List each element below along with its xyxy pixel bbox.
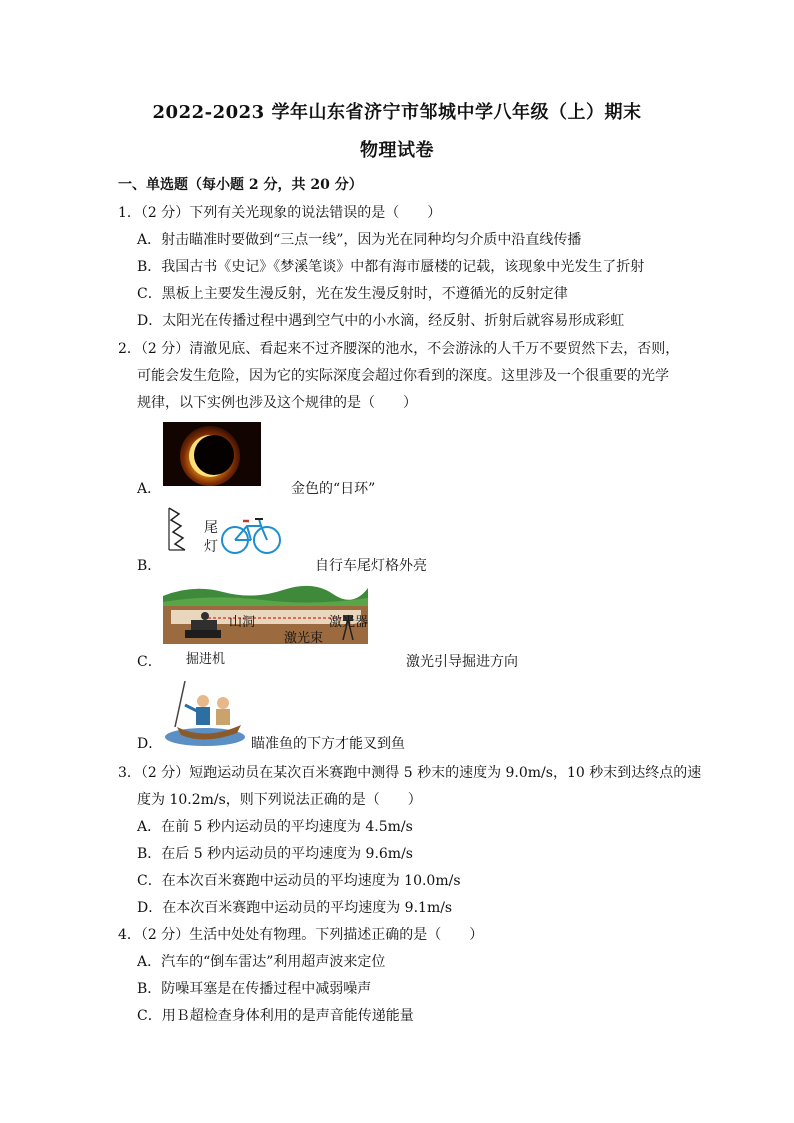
q2-option-d-caption: 瞄准鱼的下方才能叉到鱼 <box>251 736 405 752</box>
q3-option-d: D．在本次百米赛跑中运动员的平均速度为 9.1m/s <box>137 900 453 916</box>
q2-stem-line1: 2．（2 分）清澈见底、看起来不过齐腰深的池水，不会游泳的人千万不要贸然下去，否则， <box>118 341 680 357</box>
exam-title-line1: 2022-2023 学年山东省济宁市邹城中学八年级（上）期末 <box>152 102 642 123</box>
q4-option-a: A．汽车的“倒车雷达”利用超声波来定位 <box>137 954 386 970</box>
eclipse-image <box>163 422 261 486</box>
boring-machine-label: 掘进机 <box>186 652 226 667</box>
tunnel-label: 山洞 <box>229 615 256 630</box>
laser-label: 激光器 <box>329 615 369 630</box>
q1-option-c: C．黑板上主要发生漫反射，光在发生漫反射时，不遵循光的反射定律 <box>137 286 568 302</box>
q2-option-b-caption: 自行车尾灯格外亮 <box>315 558 427 574</box>
q3-option-c: C．在本次百米赛跑中运动员的平均速度为 10.0m/s <box>137 873 461 889</box>
q2-option-a-label: A． <box>137 481 162 497</box>
q2-option-c-label: C． <box>137 654 162 670</box>
q4-stem: 4．（2 分）生活中处处有物理。下列描述正确的是（ ） <box>118 927 484 943</box>
laser-beam-label: 激光束 <box>284 631 324 646</box>
q2-stem-line3: 规律，以下实例也涉及这个规律的是（ ） <box>137 395 417 411</box>
q2-option-b-label: B． <box>137 558 162 574</box>
q4-option-b: B．防噪耳塞是在传播过程中减弱噪声 <box>137 981 372 997</box>
q1-option-b: B．我国古书《史记》《梦溪笔谈》中都有海市蜃楼的记载，该现象中光发生了折射 <box>137 259 645 275</box>
q1-stem: 1．（2 分）下列有关光现象的说法错误的是（ ） <box>118 205 442 221</box>
q3-stem-line1: 3．（2 分）短跑运动员在某次百米赛跑中测得 5 秒末的速度为 9.0m/s，10 秒末到达终点的速 <box>118 765 702 781</box>
q4-option-c: C．用Ｂ超检查身体利用的是声音能传递能量 <box>137 1008 414 1024</box>
bicycle-taillight-image <box>163 506 283 556</box>
spear-fishing-illustration <box>163 679 248 747</box>
section-heading: 一、单选题（每小题 2 分，共 20 分） <box>118 177 363 193</box>
q3-stem-line2: 度为 10.2m/s，则下列说法正确的是（ ） <box>137 792 422 808</box>
eclipse-illustration <box>163 422 261 486</box>
q2-option-c-caption: 激光引导掘进方向 <box>406 654 518 670</box>
q2-option-d-label: D． <box>137 736 163 752</box>
exam-title-line2: 物理试卷 <box>360 140 434 161</box>
q2-option-a-caption: 金色的“日环” <box>291 481 376 497</box>
taillight-label-2: 灯 <box>204 539 218 555</box>
q1-option-d: D．太阳光在传播过程中遇到空气中的小水滴，经反射、折射后就容易形成彩虹 <box>137 313 625 329</box>
q3-option-b: B．在后 5 秒内运动员的平均速度为 9.6m/s <box>137 846 413 862</box>
spear-fishing-image <box>163 679 248 747</box>
q1-option-a: A．射击瞄准时要做到“三点一线”，因为光在同种均匀介质中沿直线传播 <box>137 232 582 248</box>
q3-option-a: A．在前 5 秒内运动员的平均速度为 4.5m/s <box>137 819 413 835</box>
bicycle-taillight-illustration <box>163 506 283 556</box>
q2-stem-line2: 可能会发生危险，因为它的实际深度会超过你看到的深度。这里涉及一个很重要的光学 <box>137 368 669 384</box>
taillight-label-1: 尾 <box>204 520 218 536</box>
